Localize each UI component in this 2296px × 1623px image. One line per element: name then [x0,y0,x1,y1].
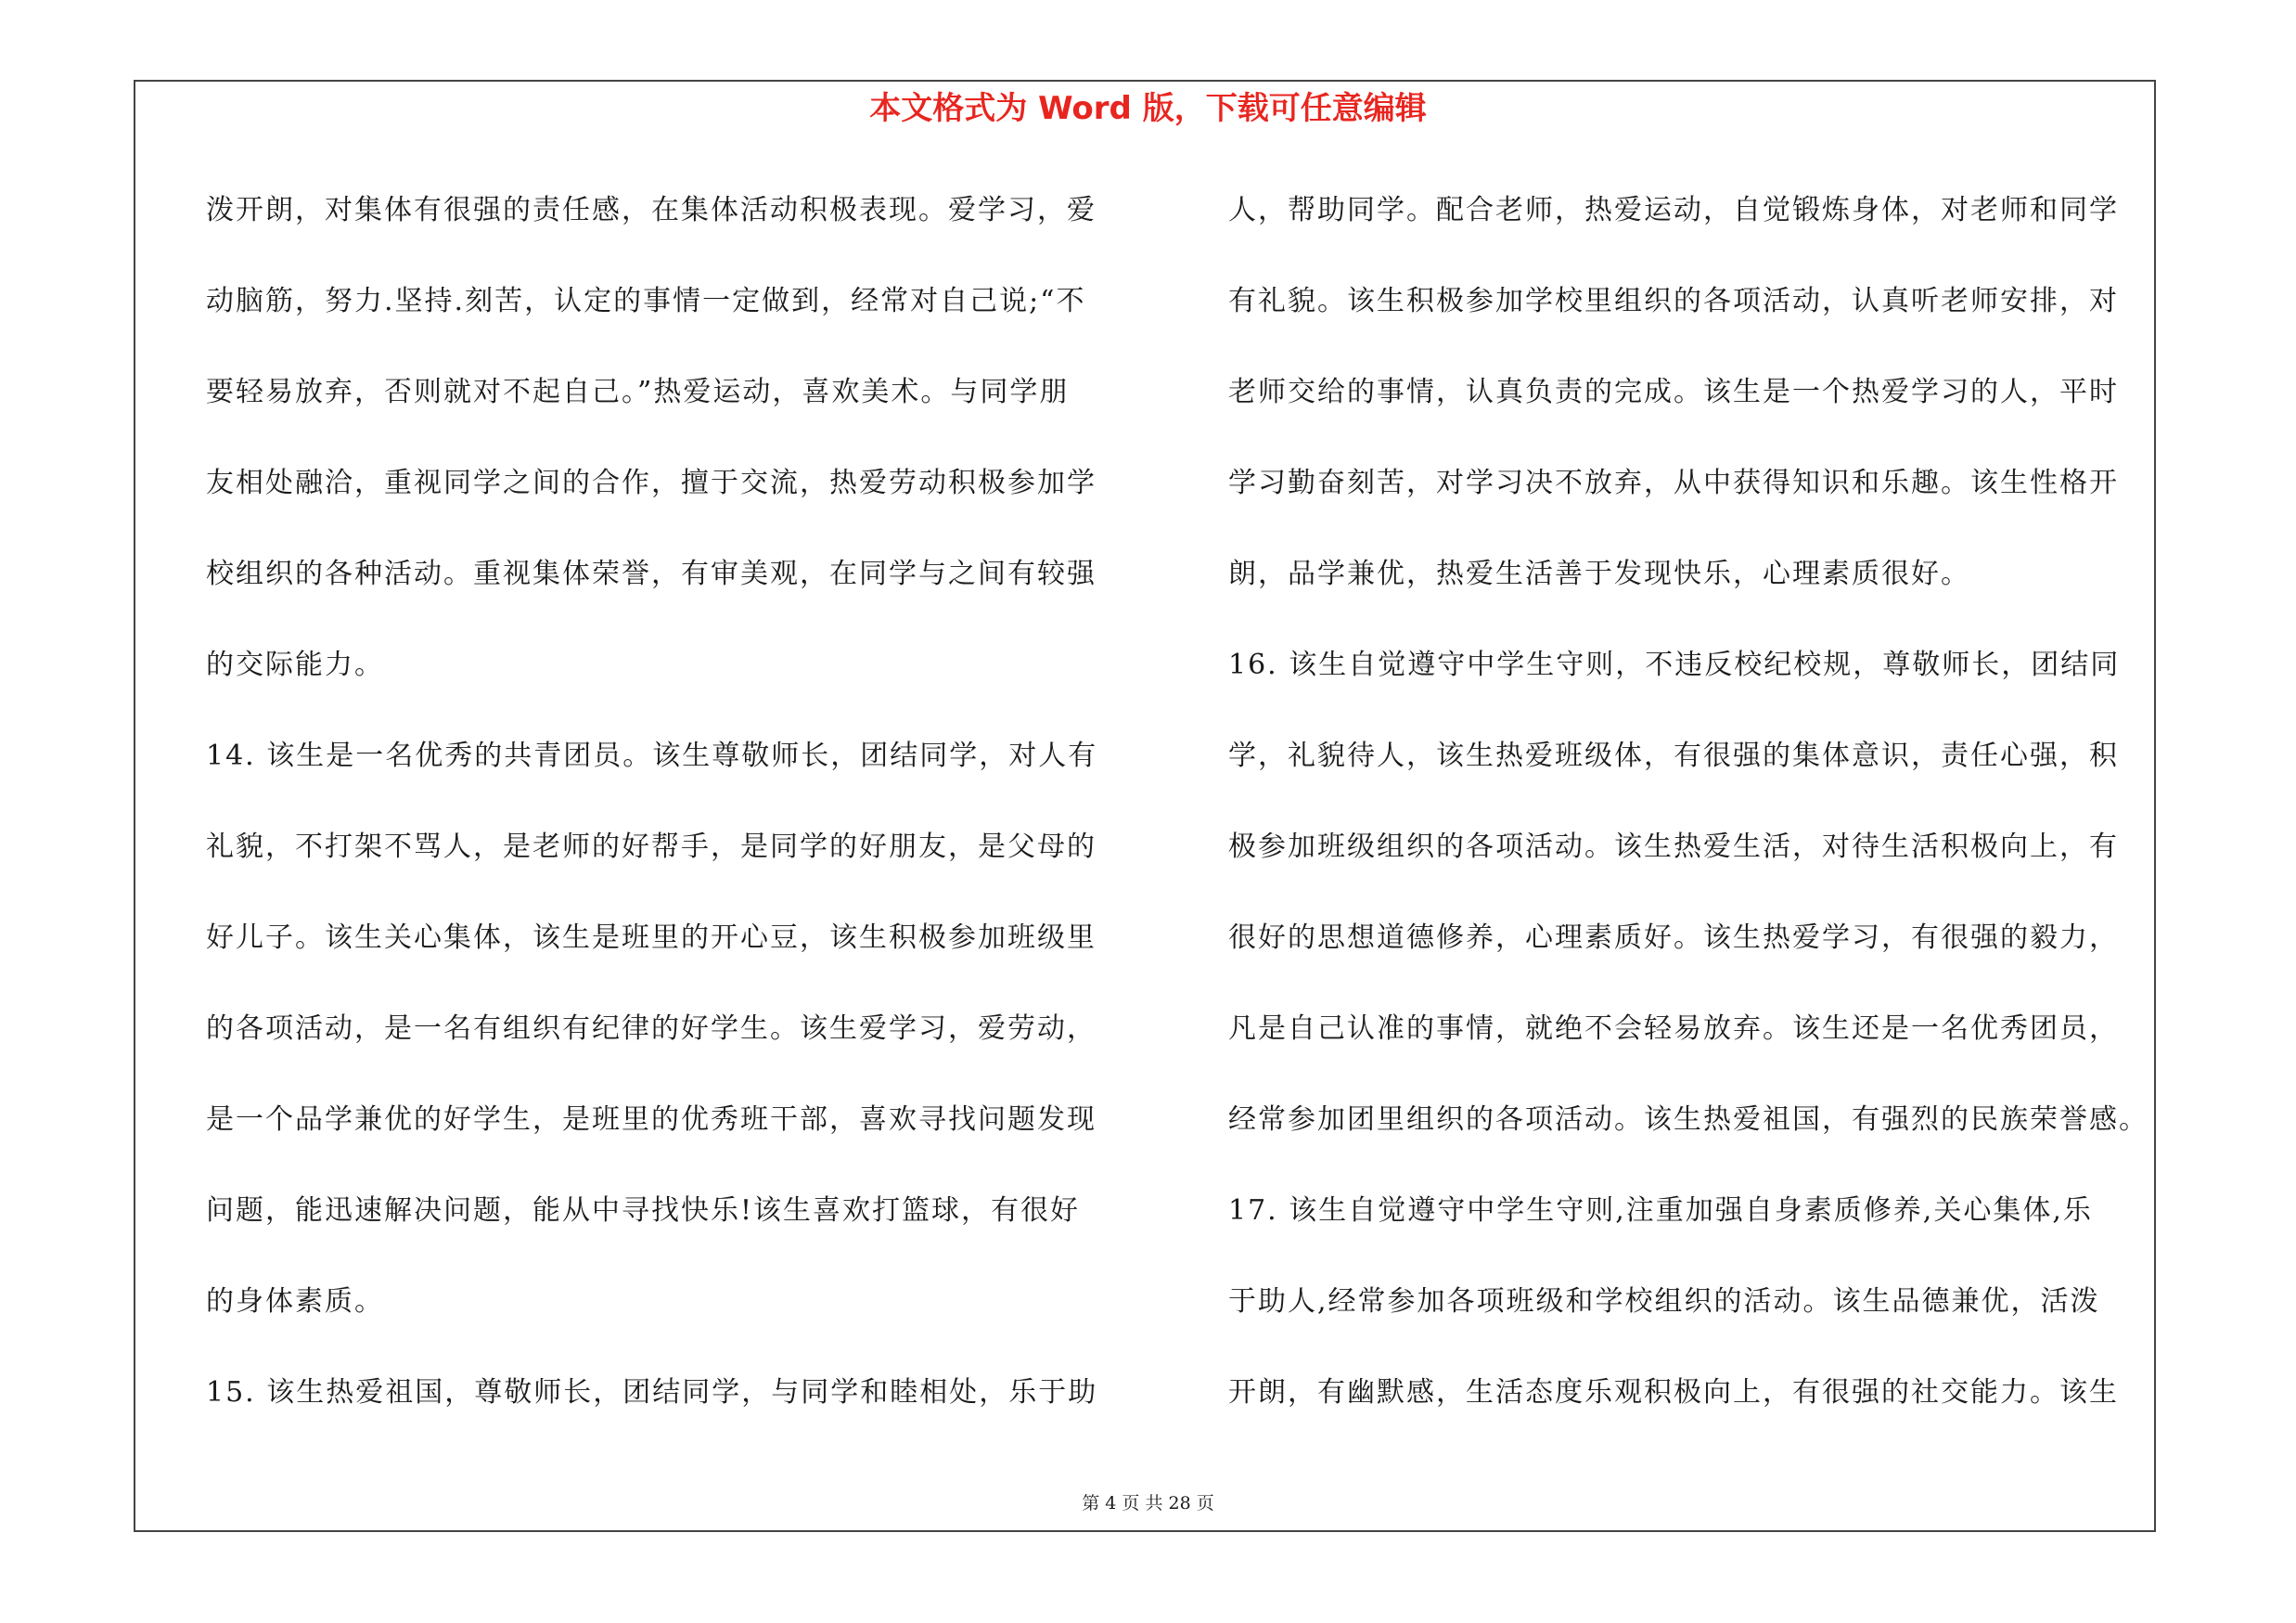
text-line: 礼貌，不打架不骂人，是老师的好帮手，是同学的好朋友，是父母的 [206,831,1097,863]
text-line: 学习勤奋刻苦，对学习决不放弃，从中获得知识和乐趣。该生性格开 [1228,467,2119,499]
text-line: 要轻易放弃，否则就对不起自己。”热爱运动，喜欢美术。与同学朋 [206,376,1070,408]
text-line: 动脑筋，努力.坚持.刻苦，认定的事情一定做到，经常对自己说;“不 [206,285,1086,317]
text-line: 17. 该生自觉遵守中学生守则,注重加强自身素质修养,关心集体,乐 [1228,1194,2093,1227]
text-line: 极参加班级组织的各项活动。该生热爱生活，对待生活积极向上，有 [1228,831,2119,863]
text-line: 15. 该生热爱祖国，尊敬师长，团结同学，与同学和睦相处，乐于助 [206,1376,1098,1409]
text-line: 学，礼貌待人，该生热爱班级体，有很强的集体意识，责任心强，积 [1228,740,2119,772]
text-line: 16. 该生自觉遵守中学生守则，不违反校纪校规，尊敬师长，团结同 [1228,649,2121,681]
text-line: 老师交给的事情，认真负责的完成。该生是一个热爱学习的人，平时 [1228,376,2119,408]
text-line: 经常参加团里组织的各项活动。该生热爱祖国，有强烈的民族荣誉感。 [1228,1103,2148,1136]
text-line: 凡是自己认准的事情，就绝不会轻易放弃。该生还是一名优秀团员， [1228,1012,2119,1045]
text-line: 开朗，有幽默感，生活态度乐观积极向上，有很强的社交能力。该生 [1228,1376,2119,1409]
left-column [206,184,1134,1457]
text-line: 朗，品学兼优，热爱生活善于发现快乐，心理素质很好。 [1228,558,1970,590]
text-line: 好儿子。该生关心集体，该生是班里的开心豆，该生积极参加班级里 [206,921,1097,954]
text-line: 14. 该生是一名优秀的共青团员。该生尊敬师长，团结同学，对人有 [206,740,1098,772]
text-line: 的各项活动，是一名有组织有纪律的好学生。该生爱学习，爱劳动， [206,1012,1097,1045]
text-line: 是一个品学兼优的好学生，是班里的优秀班干部，喜欢寻找问题发现 [206,1103,1097,1136]
text-line: 的交际能力。 [206,649,384,681]
right-column [1228,184,2152,1457]
text-line: 有礼貌。该生积极参加学校里组织的各项活动，认真听老师安排，对 [1228,285,2119,317]
document-header: 本文格式为 Word 版，下载可任意编辑 [869,90,1427,127]
text-line: 泼开朗，对集体有很强的责任感，在集体活动积极表现。爱学习，爱 [206,194,1097,226]
text-line: 人，帮助同学。配合老师，热爱运动，自觉锻炼身体，对老师和同学 [1228,194,2119,226]
text-line: 的身体素质。 [206,1285,384,1318]
page-number-footer: 第 4 页 共 28 页 [1082,1493,1214,1514]
text-line: 问题，能迅速解决问题，能从中寻找快乐!该生喜欢打篮球，有很好 [206,1194,1081,1227]
text-line: 友相处融洽，重视同学之间的合作，擅于交流，热爱劳动积极参加学 [206,467,1097,499]
text-line: 校组织的各种活动。重视集体荣誉，有审美观，在同学与之间有较强 [206,558,1097,590]
text-line: 于助人,经常参加各项班级和学校组织的活动。该生品德兼优，活泼 [1228,1285,2100,1318]
text-line: 很好的思想道德修养，心理素质好。该生热爱学习，有很强的毅力， [1228,921,2119,954]
